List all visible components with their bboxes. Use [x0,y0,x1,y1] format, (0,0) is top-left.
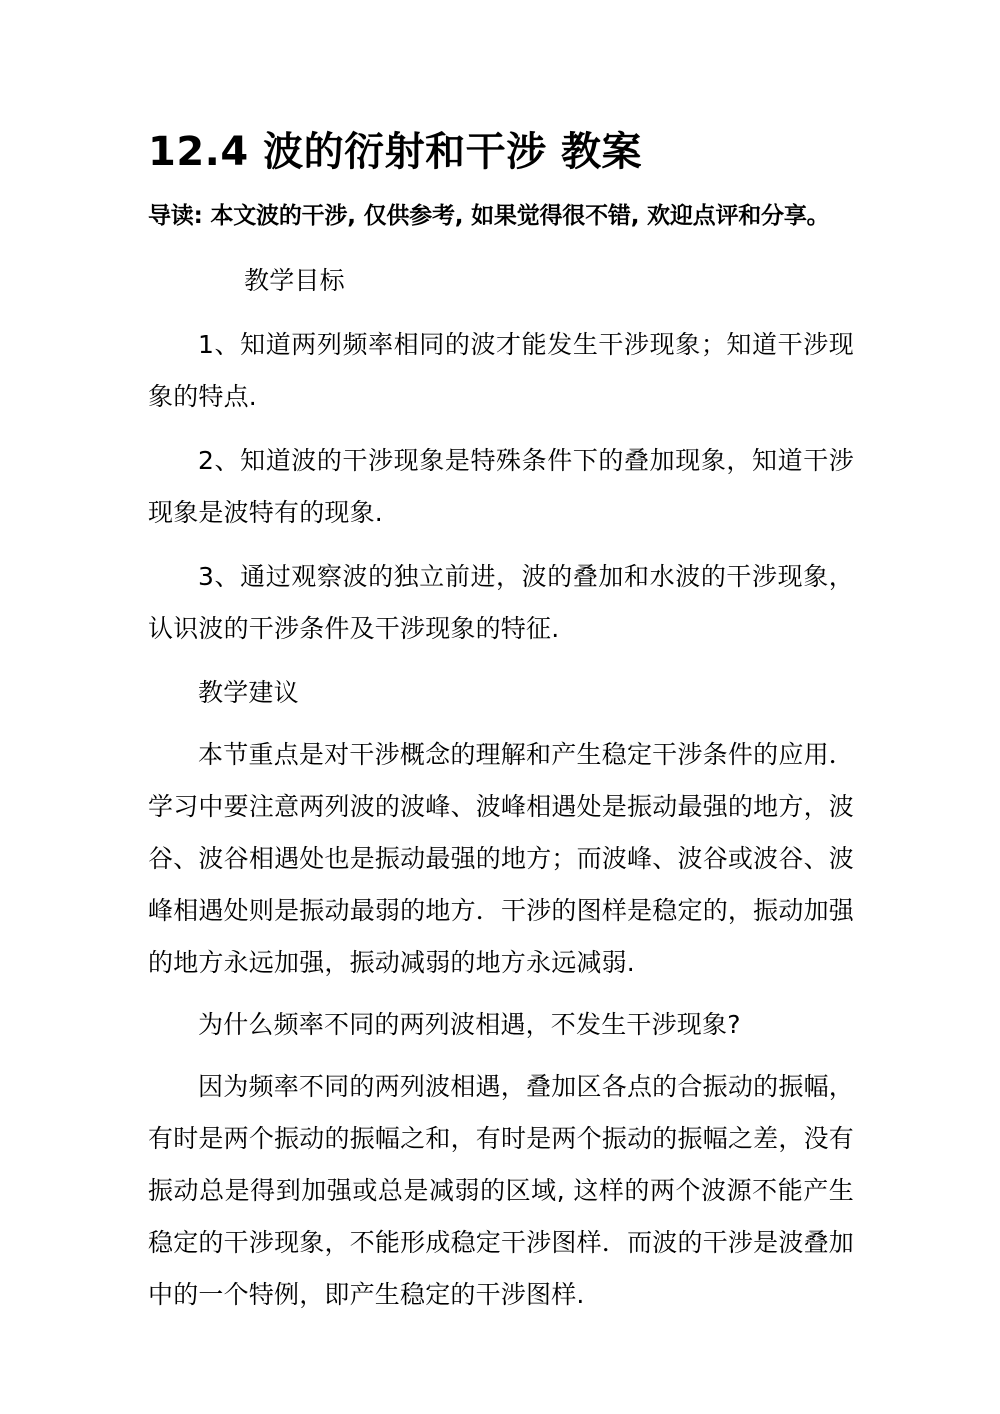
lead-keyword: 波的干涉 [256,203,348,229]
section-heading-teaching-goals: 教学目标 [244,265,345,295]
goal-item-2: 2、知道波的干涉现象是特殊条件下的叠加现象，知道干涉现象是波特有的现象. [148,445,854,527]
document-content [148,0,854,1321]
page-title: 12.4 波的衍射和干涉 教案 [148,129,643,175]
lead-separator: : 本文 [193,203,257,229]
lead-tail: , 仅供参考, 如果觉得很不错, 欢迎点评和分享。 [347,203,830,229]
lead-label: 导读 [148,203,194,229]
section-heading-teaching-suggestions: 教学建议 [198,677,299,707]
suggestion-paragraph-1: 本节重点是对干涉概念的理解和产生稳定干涉条件的应用．学习中要注意两列波的波峰、波峰相遇处是振动最强的地方，波谷、波谷相遇处也是振动最强的地方；而波峰、波谷或波谷、波峰相遇处则是振动最弱的地方．干涉的图样是稳定的，振动加强的地方永远加强，振动减弱的地方永远减弱. [148,739,854,977]
suggestion-paragraph-2: 因为频率不同的两列波相遇，叠加区各点的合振动的振幅，有时是两个振动的振幅之和，有时是两个振动的振幅之差，没有振动总是得到加强或总是减弱的区域, 这样的两个波源不能产生稳定的干涉现象，不能形成稳定干涉图样．而波的干涉是波叠加中的一个特例，即产生稳定的干涉图样. [148,1071,854,1309]
goal-item-1: 1、知道两列频率相同的波才能发生干涉现象；知道干涉现象的特点. [148,329,854,411]
goal-item-3: 3、通过观察波的独立前进，波的叠加和水波的干涉现象，认识波的干涉条件及干涉现象的特征. [148,561,854,643]
suggestion-question: 为什么频率不同的两列波相遇，不发生干涉现象? [198,1009,741,1039]
lead-line [148,172,854,231]
